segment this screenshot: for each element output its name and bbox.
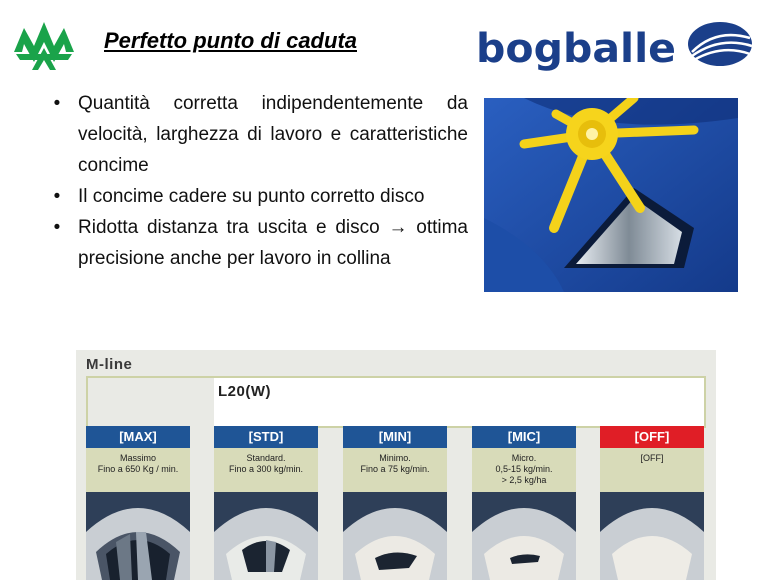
bullet-item: • Ridotta distanza tra uscita e disco → ottima precisione anche per lavoro in collina xyxy=(52,212,468,274)
outlet-opening-image xyxy=(472,492,576,580)
setting-label: [MIC] xyxy=(472,426,576,448)
outlet-opening-image xyxy=(600,492,704,580)
setting-column-std xyxy=(214,426,318,580)
setting-description: Micro. 0,5-15 kg/min. > 2,5 kg/ha xyxy=(472,448,576,492)
setting-description: Standard. Fino a 300 kg/min. xyxy=(214,448,318,492)
mline-title: M-line xyxy=(86,356,133,373)
bogballe-logo xyxy=(476,22,756,74)
setting-column-min xyxy=(343,426,447,580)
brand-name: bogballe xyxy=(476,26,676,72)
brand-fan-icon xyxy=(688,22,752,66)
feature-list xyxy=(52,88,468,274)
agitator-photo xyxy=(484,98,738,292)
setting-column-off xyxy=(600,426,704,580)
outlet-opening-image xyxy=(86,492,190,580)
setting-column-max xyxy=(86,426,190,580)
setting-label: [OFF] xyxy=(600,426,704,448)
setting-description: Minimo. Fino a 75 kg/min. xyxy=(343,448,447,492)
outlet-opening-image xyxy=(343,492,447,580)
frame-cutout xyxy=(88,378,214,428)
l20-subtitle: L20(W) xyxy=(218,383,271,400)
bullet-dot-icon: • xyxy=(53,186,61,207)
setting-label: [MIN] xyxy=(343,426,447,448)
bullet-dot-icon: • xyxy=(53,217,61,238)
bullet-item: • Quantità corretta indipendentemente da velocità, larghezza di lavoro e caratteristiche concime xyxy=(52,88,468,181)
bullet-item: • Il concime cadere su punto corretto disco xyxy=(52,181,468,212)
company-logo-icon xyxy=(12,12,76,74)
page-title: Perfetto punto di caduta xyxy=(104,28,357,53)
setting-description: [OFF] xyxy=(600,448,704,492)
setting-description: Massimo Fino a 650 Kg / min. xyxy=(86,448,190,492)
setting-label: [STD] xyxy=(214,426,318,448)
setting-column-mic xyxy=(472,426,576,580)
bullet-dot-icon: • xyxy=(53,93,61,114)
setting-label: [MAX] xyxy=(86,426,190,448)
outlet-opening-image xyxy=(214,492,318,580)
